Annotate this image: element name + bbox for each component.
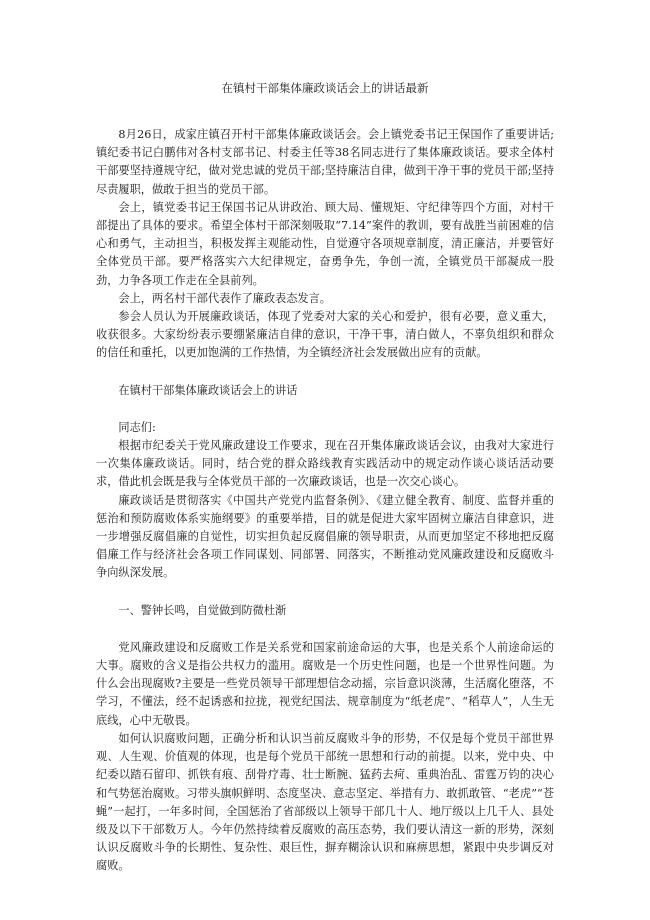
speech-paragraph-2: 廉政谈话是贯彻落实《中国共产党党内监督条例》、《建立健全教育、制度、监督并重的惩治和预防腐败体系实施纲要》的重要举措，目的就是促进大家牢固树立廉洁自律意识，进一步增强反腐倡廉的自觉性，切实担负起反腐倡廉的领导职责，从而更加坚定不移地把反腐倡廉工作与经济社会各项工作同谋划、同部署、同落实，不断推动党风廉政建设和反腐败斗争向纵深发展。 — [96, 493, 554, 580]
section-one-paragraph-2: 如何认识腐败问题，正确分析和认识当前反腐败斗争的形势，不仅是每个党员干部世界观、人生观、价值观的体现，也是每个党员干部统一思想和行动的前提。以来，党中央、中纪委以踏石留印、抓铁有痕、刮骨疗毒、壮士断腕、猛药去疴、重典治乱、雷霆万钧的决心和气势惩治腐败。习带头旗帜鲜明、态度坚决、意志坚定、举措有力、敢抓敢管、“老虎”“苍蝇”一起打，一年多时间，全国惩治了省部级以上领导干部几十人、地厅级以上几千人、县处级及以下干部数万人。今年仍然持续着反腐败的高压态势，我们要认清这一新的形势，深刻认识反腐败斗争的长期性、复杂性、艰巨性，摒弃糊涂认识和麻痹思想，紧跟中央步调反对腐败。 — [96, 731, 554, 873]
document-title: 在镇村干部集体廉政谈话会上的讲话最新 — [221, 81, 429, 95]
news-paragraph-2: 会上，镇党委书记王保国书记从讲政治、顾大局、懂规矩、守纪律等四个方面，对村干部提出了具体的要求。希望全体村干部深刻吸取“7.14”案件的教训，要有战胜当前困难的信心和勇气，主动担当，积极发挥主观能动性，自觉遵守各项规章制度，清正廉洁，并要管好全体党员干部。要严格落实六大纪律规定，奋勇争先，争创一流，全镇党员干部凝成一股劲，力争各项工作走在全县前列。 — [96, 200, 554, 287]
salutation: 同志们: — [118, 420, 156, 434]
section-one-paragraph-1: 党风廉政建设和反腐败工作是关系党和国家前途命运的大事，也是关系个人前途命运的大事。腐败的含义是指公共权力的滥用。腐败是一个历史性问题，也是一个世界性问题。为什么会出现腐败?主要是一些党员领导干部理想信念动摇，宗旨意识淡薄，生活腐化堕落，不学习，不懂法，经不起诱惑和拉拢，视党纪国法、规章制度为“纸老虎”、“稻草人”，人生无底线，心中无敬畏。 — [96, 640, 554, 727]
speech-heading: 在镇村干部集体廉政谈话会上的讲话 — [118, 383, 298, 397]
news-paragraph-1: 8月26日，成家庄镇召开村干部集体廉政谈话会。会上镇党委书记王保国作了重要讲话;镇纪委书记白鹏伟对各村支部书记、村委主任等38名同志进行了集体廉政谈话。要求全体村干部要坚持遵规守纪，做对党忠诚的党员干部;坚持廉洁自律，做到干净干事的党员干部;坚持尽责履职，做敢于担当的党员干部。 — [96, 128, 554, 196]
news-paragraph-4: 参会人员认为开展廉政谈话，体现了党委对大家的关心和爱护，很有必要，意义重大，收获很多。大家纷纷表示要绷紧廉洁自律的意识，干净干事，清白做人，不辜负组织和群众的信任和重托，以更加饱满的工作热情，为全镇经济社会发展做出应有的贡献。 — [96, 310, 554, 360]
speech-paragraph-1: 根据市纪委关于党风廉政建设工作要求，现在召开集体廉政谈话会议，由我对大家进行一次集体廉政谈话。同时，结合党的群众路线教育实践活动中的规定动作谈心谈话活动要求，借此机会既是我与全体党员干部的一次廉政谈话，也是一次交心谈心。 — [96, 439, 554, 489]
document-body — [96, 126, 554, 876]
section-one-heading: 一、警钟长鸣，自觉做到防微杜渐 — [118, 603, 287, 617]
news-paragraph-3: 会上，两名村干部代表作了廉政表态发言。 — [118, 291, 331, 305]
